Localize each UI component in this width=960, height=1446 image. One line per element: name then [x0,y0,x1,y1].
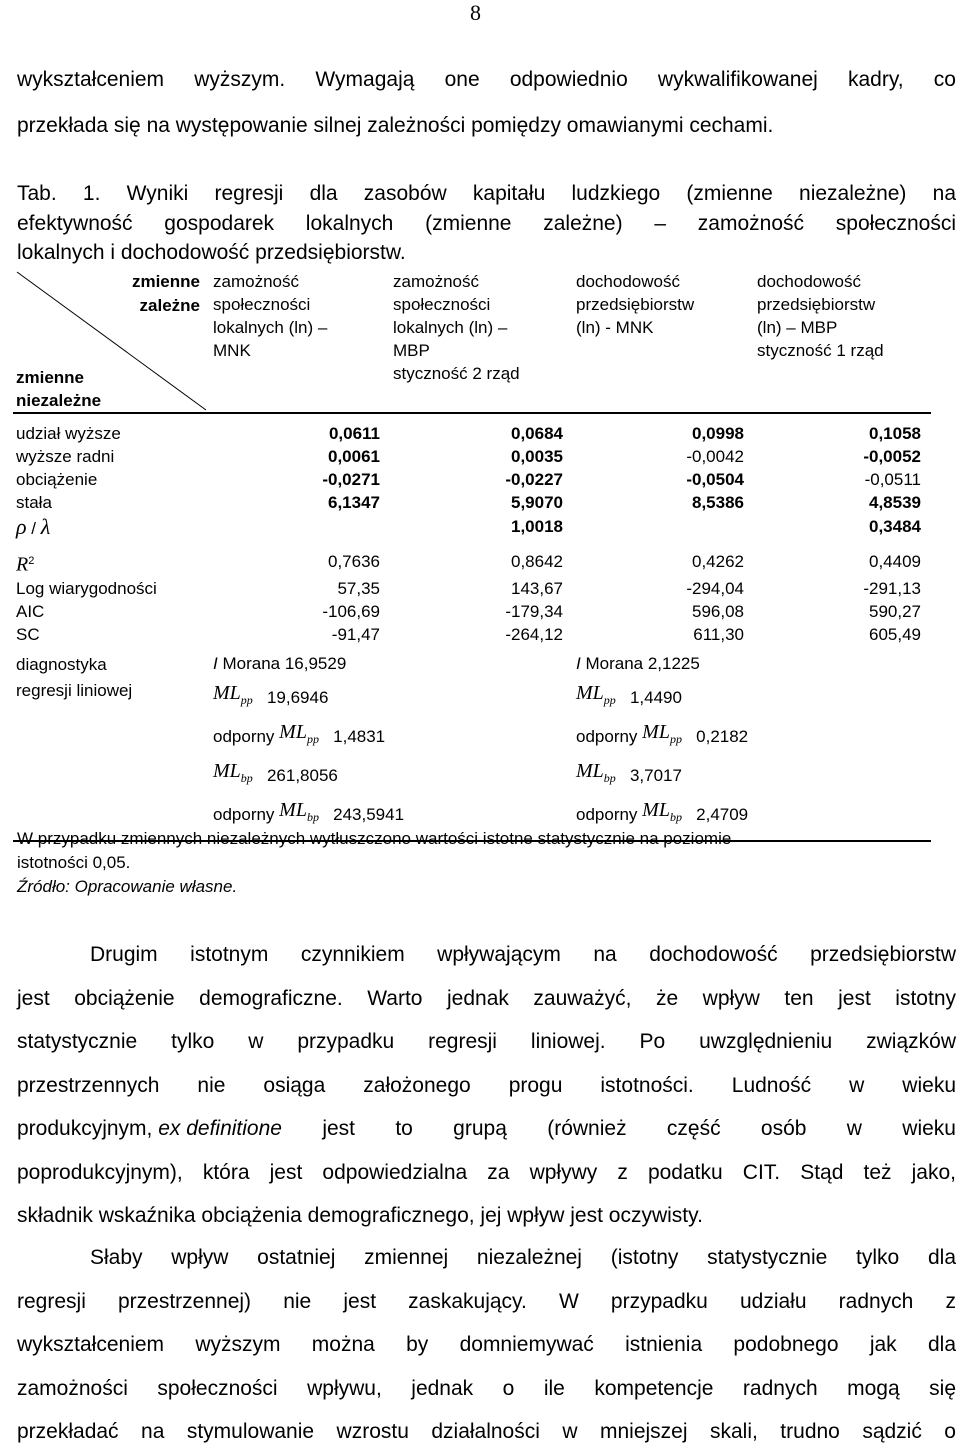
body-line-5 [17,1117,956,1141]
body-line-6: poprodukcyjnym), która jest odpowiedzialna za wpływy z podatku CIT. Stąd też jako, [17,1161,956,1184]
table-cell: -0,0271 [322,470,380,489]
row-label: stała [16,493,52,512]
corner-dependent-label: zmienne zależne [131,272,200,315]
diagnostics-row [13,646,931,841]
row-label: $R^2$ [16,553,35,576]
diagnostics-spatial-firms [573,646,931,841]
table-cell: 0,3484 [869,517,921,536]
table-cell: -91,47 [331,624,380,644]
table-cell: 0,0611 [328,424,380,443]
table-row [13,514,931,542]
table-cell: 143,67 [511,578,563,598]
table-row [13,577,931,600]
morans-i-symbol: I [576,654,581,674]
body-line-7: składnik wskaźnika obciążenia demograficznego, jej wpływ jest oczywisty. [17,1204,703,1227]
table-cell: 5,9070 [511,493,563,512]
table-cell: -0,0052 [863,447,921,466]
body-line-3: statystycznie tylko w przypadku regresji liniowej. Po uwzględnieniu związków [17,1030,956,1053]
table-cell: -0,0227 [505,470,563,489]
body-line-5-ex-definitione: ex definitione [158,1117,282,1140]
body-line-12: przekładać na stymulowanie wzrostu działalności w mniejszej skali, trudno sądzić o [17,1420,956,1443]
regression-table [13,270,931,842]
table-cell: 0,0061 [328,447,380,466]
table-row [13,445,931,468]
table-row [13,623,931,646]
ml-pp-symbol: $ML_{pp}$ [576,682,616,708]
table-cell [210,514,390,542]
ml-bp-value-1: 261,8056 [266,765,338,785]
table-row [13,413,931,445]
table-cell: -106,69 [322,601,380,621]
table-cell: -264,12 [505,624,563,644]
body-line-11: zamożności społeczności wpływu, jednak o ile kompetencje radnych mogą się [17,1377,956,1400]
table-note-line-1: W przypadku zmiennych niezależnych wytłuszczono wartości istotne statystycznie na poziomie [17,829,732,848]
body-line-5-a: produkcyjnym, [17,1117,159,1140]
morans-i-value-1: 16,9529 [284,654,347,674]
table-cell: 0,0998 [692,424,744,443]
table-source: Źródło: Opracowanie własne. [17,877,238,896]
body-line-1: Drugim istotnym czynnikiem wpływającym na dochodowość przedsiębiorstw [90,943,956,966]
table-cell [573,514,754,542]
table-cell: -0,0504 [686,470,744,489]
table-cell: 4,8539 [869,493,921,512]
table-row [13,542,931,577]
page-number: 8 [470,0,481,25]
table-header-row [13,270,931,413]
table-cell: 6,1347 [328,493,380,512]
table-cell: -0,0511 [864,470,921,489]
col-header-1: zamożność społeczności lokalnych (ln) – MNK [213,272,328,360]
table-cell: -179,34 [505,601,563,621]
caption-line-2: efektywność gospodarek lokalnych (zmienne zależne) – zamożność społeczności [17,212,956,235]
table-cell: 0,4409 [869,552,921,571]
row-label: SC [16,624,40,644]
robust-ml-bp-value-3: 2,4709 [696,804,749,824]
robust-ml-bp-value-1: 243,5941 [333,804,405,824]
ml-pp-value-1: 19,6946 [266,687,329,707]
robust-label: odporny [213,804,275,824]
diagnostics-spatial-mnk [210,646,573,841]
row-label: Log wiarygodności [16,578,157,598]
row-label: ρ / λ [16,514,51,539]
body-line-10: wykształceniem wyższym można by domniemywać istnienia podobnego jak dla [17,1333,956,1356]
row-label: wyższe radni [16,447,115,466]
table-cell: 0,0035 [511,447,563,466]
body-line-9: regresji przestrzennej) nie jest zaskakujący. W przypadku udziału radnych z [17,1290,956,1313]
robust-label: odporny [576,726,638,746]
ml-bp-symbol: $ML_{bp}$ [642,799,682,825]
table-corner-cell [13,270,210,412]
table-row [13,468,931,491]
table-cell: 596,08 [692,601,744,621]
table-cell: 0,7636 [328,552,380,571]
ml-pp-symbol: $ML_{pp}$ [279,721,319,747]
diagnostics-label: diagnostyka regresji liniowej [16,654,133,700]
table-cell: 1,0018 [511,517,563,536]
table-note-line-2: istotności 0,05. [17,853,131,872]
table-cell: 611,30 [693,624,744,644]
table-row [13,491,931,514]
row-label: AIC [16,601,45,621]
morans-i-symbol: I [213,654,218,674]
robust-label: odporny [576,804,638,824]
table-row [13,600,931,623]
caption-line-1: Tab. 1. Wyniki regresji dla zasobów kapitału ludzkiego (zmienne niezależne) na [17,182,956,205]
ml-pp-value-3: 1,4490 [629,687,682,707]
morans-label: Morana [585,654,644,674]
caption-line-3: lokalnych i dochodowość przedsiębiorstw. [17,241,406,264]
table-cell: 0,4262 [692,552,744,571]
table-cell: 0,1058 [869,424,921,443]
ml-bp-symbol: $ML_{bp}$ [279,799,319,825]
intro-line-2: przekłada się na występowanie silnej zależności pomiędzy omawianymi cechami. [17,114,774,137]
table-cell: 590,27 [869,601,921,621]
table-cell: 0,0684 [511,424,563,443]
row-label: udział wyższe [16,424,121,443]
corner-independent-label: zmienne niezależne [16,368,102,410]
table-cell: 57,35 [337,578,380,598]
body-line-5-b: jest to grupą (również część osób w wieku [281,1117,956,1140]
morans-label: Morana [222,654,281,674]
table-cell: 605,49 [869,624,921,644]
ml-bp-symbol: $ML_{bp}$ [213,760,253,786]
table-cell: 8,5386 [692,493,744,512]
body-line-8: Słaby wpływ ostatniej zmiennej niezależnej (istotny statystycznie tylko dla [90,1246,956,1269]
morans-i-value-3: 2,1225 [647,654,700,674]
table-cell: -291,13 [863,578,921,598]
ml-pp-symbol: $ML_{pp}$ [213,682,253,708]
col-header-3: dochodowość przedsiębiorstw (ln) - MNK [576,272,695,337]
table-cell: -294,04 [686,578,744,598]
ml-bp-symbol: $ML_{bp}$ [576,760,616,786]
intro-line-1: wykształceniem wyższym. Wymagają one odpowiednio wykwalifikowanej kadry, co [17,68,956,91]
robust-ml-pp-value-3: 0,2182 [696,726,749,746]
robust-ml-pp-value-1: 1,4831 [333,726,386,746]
table-cell: 0,8642 [511,552,563,571]
row-label: obciążenie [16,470,98,489]
ml-bp-value-3: 3,7017 [629,765,682,785]
body-line-4: przestrzennych nie osiąga założonego progu istotności. Ludność w wieku [17,1074,956,1097]
col-header-2: zamożność społeczności lokalnych (ln) – MBP styczność 2 rząd [393,272,520,383]
ml-pp-symbol: $ML_{pp}$ [642,721,682,747]
robust-label: odporny [213,726,275,746]
col-header-4: dochodowość przedsiębiorstw (ln) – MBP styczność 1 rząd [757,272,884,360]
table-cell: -0,0042 [686,447,744,466]
body-line-2: jest obciążenie demograficzne. Warto jednak zauważyć, że wpływ ten jest istotny [17,987,956,1010]
